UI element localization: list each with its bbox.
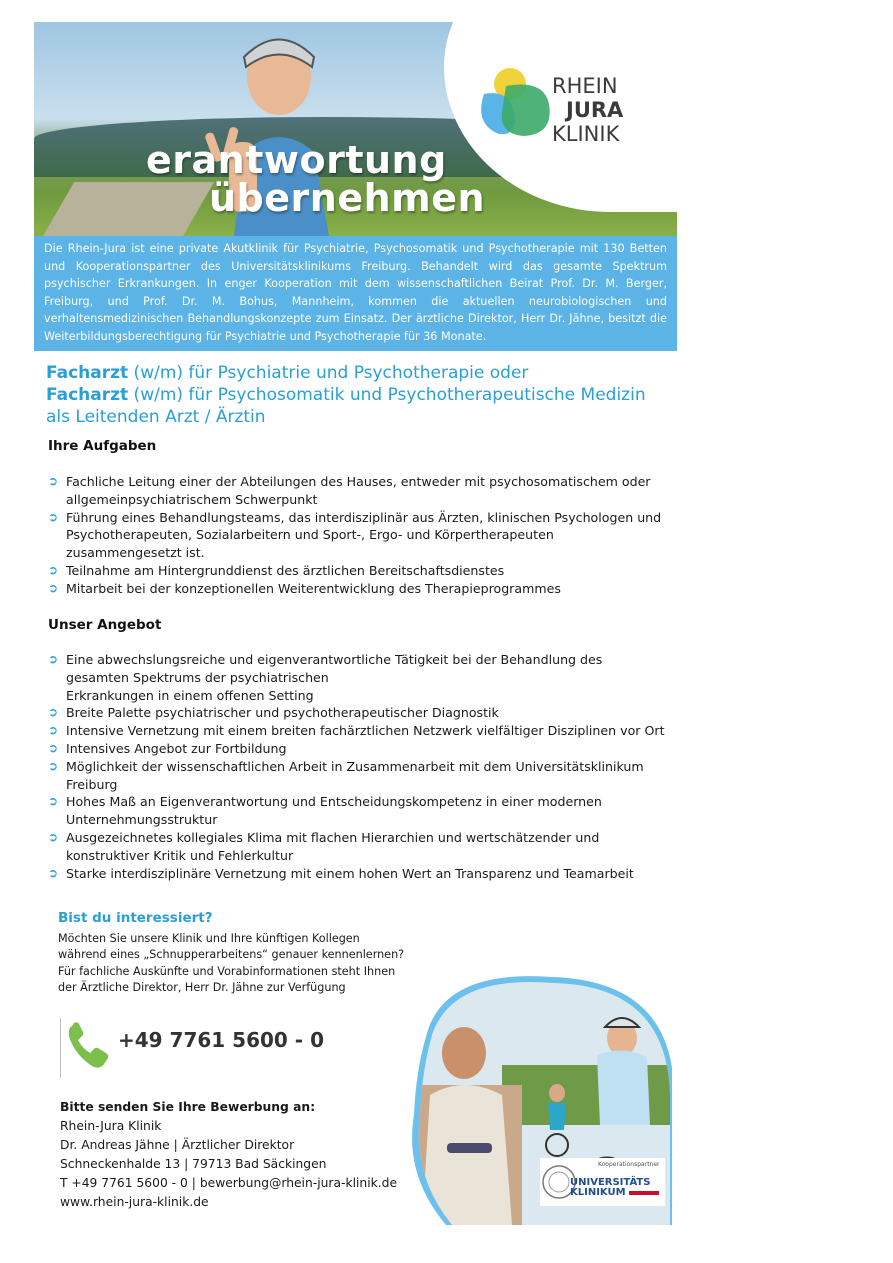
application-contact	[60, 1098, 440, 1212]
apply-title: Bitte senden Sie Ihre Bewerbung an:	[60, 1100, 316, 1114]
arrow-icon: ➲	[48, 509, 59, 524]
tasks-heading: Ihre Aufgaben	[48, 438, 157, 454]
job-title	[46, 362, 686, 428]
job-title-line3: als Leitenden Arzt / Ärztin	[46, 407, 266, 427]
logo-line3: KLINIK	[552, 122, 620, 146]
list-item: ➲ Hohes Maß an Eigenverantwortung und Entscheidungskompetenz in einer modernen Unternehmungsstruktur	[48, 794, 602, 828]
interested-line2: während eines „Schnupperarbeitens“ genauer kennenlernen?	[58, 948, 405, 962]
arrow-icon: ➲	[48, 474, 59, 488]
phone-number[interactable]: +49 7761 5600 - 0	[118, 1028, 324, 1052]
logo-line2: JURA	[566, 98, 624, 122]
arrow-icon: ➲	[48, 580, 59, 595]
logo-line1: RHEIN	[552, 74, 618, 98]
list-item: ➲ Breite Palette psychiatrischer und psychotherapeutischer Diagnostik	[48, 705, 499, 721]
list-item: ➲ Teilnahme am Hintergrunddienst des ärztlichen Bereitschaftsdienstes	[48, 562, 505, 578]
interested-line3: Für fachliche Auskünfte und Vorabinformationen steht Ihnen	[58, 964, 396, 978]
offer-list	[48, 651, 668, 882]
red-bar	[629, 1191, 659, 1195]
interested-text	[58, 931, 428, 996]
apply-website-link[interactable]: www.rhein-jura-klinik.de	[60, 1195, 209, 1209]
arrow-icon: ➲	[48, 652, 59, 666]
apply-line2: Dr. Andreas Jähne | Ärztlicher Direktor	[60, 1138, 295, 1152]
arrow-icon: ➲	[48, 794, 59, 809]
logo-mark-icon	[474, 64, 554, 144]
headline-line1: erantwortung	[146, 138, 447, 182]
tasks-list	[48, 473, 668, 598]
arrow-icon: ➲	[48, 740, 59, 755]
list-item: ➲ Mitarbeit bei der konzeptionellen Weiterentwicklung des Therapieprogrammes	[48, 580, 561, 596]
list-item: ➲ Starke interdisziplinäre Vernetzung mit einem hohen Wert an Transparenz und Teamarbeit	[48, 865, 634, 881]
partner-name-line1: UNIVERSITÄTS	[570, 1177, 651, 1188]
interested-line1: Möchten Sie unsere Klinik und Ihre künftigen Kollegen	[58, 932, 360, 945]
universitaetsklinikum-logo	[540, 1158, 665, 1206]
list-item: ➲ Intensive Vernetzung mit einem breiten fachärztlichen Netzwerk vielfältiger Disziplinen vor Ort	[48, 723, 665, 739]
rhein-jura-klinik-logo	[474, 62, 644, 152]
job-title-line1: (w/m) für Psychiatrie und Psychotherapie oder	[128, 363, 529, 383]
interested-line4: der Ärztliche Direktor, Herr Dr. Jähne zur Verfügung	[58, 980, 346, 994]
arrow-icon: ➲	[48, 758, 59, 773]
arrow-icon: ➲	[48, 705, 59, 720]
arrow-icon: ➲	[48, 723, 59, 738]
list-item: ➲ Eine abwechslungsreiche und eigenverantwortliche Tätigkeit bei der Behandlung des gesamten Spektrums der psychiatrischen	[48, 652, 603, 685]
arrow-icon: ➲	[48, 865, 59, 880]
intro-text: Die Rhein-Jura ist eine private Akutklinik für Psychiatrie, Psychosomatik und Psychotherapie mit 130 Betten und Kooperationspartner des Universitätsklinikums Freiburg. Behandelt wird das gesamte Spektrum psychischer Erkrankungen. In enger Kooperation mit dem wissenschaftlichen Beirat Prof. Dr. M. Berger, Freiburg, und Prof. Dr. M. Bohus, Mannheim, kommen die aktuellen neurobiologischen und verhaltensmedizinischen Behandlungskonzepte zum Einsatz. Der ärztliche Direktor, Herr Dr. Jähne, besitzt die Weiterbildungsberechtigung für Psychiatrie und Psychotherapie für 36 Monate.	[34, 236, 677, 351]
offer-heading: Unser Angebot	[48, 617, 162, 633]
arrow-icon: ➲	[48, 829, 59, 844]
apply-line1: Rhein-Jura Klinik	[60, 1119, 162, 1133]
apply-line4[interactable]: T +49 7761 5600 - 0 | bewerbung@rhein-jura-klinik.de	[60, 1176, 398, 1190]
partner-label: Kooperationspartner	[598, 1161, 660, 1168]
interested-title: Bist du interessiert?	[58, 910, 213, 926]
arrow-icon: ➲	[48, 562, 59, 577]
path	[34, 182, 214, 236]
partner-name-line2: KLINIKUM	[570, 1187, 626, 1198]
list-item: ➲ Ausgezeichnetes kollegiales Klima mit flachen Hierarchien und wertschätzender und konstruktiver Kritik und Fehlerkultur	[48, 829, 600, 863]
job-title-line2-bold: Facharzt	[46, 385, 129, 405]
list-item: ➲ Fachliche Leitung einer der Abteilungen des Hauses, entweder mit psychosomatischem oder allgemeinpsychiatrischem Schwerpunkt	[48, 474, 651, 507]
job-title-line1-bold: Facharzt	[46, 363, 129, 383]
apply-line3: Schneckenhalde 13 | 79713 Bad Säckingen	[60, 1157, 327, 1171]
job-title-line2: (w/m) für Psychosomatik und Psychotherapeutische Medizin	[128, 385, 646, 405]
list-item: ➲ Möglichkeit der wissenschaftlichen Arbeit in Zusammenarbeit mit dem Universitätsklinikum Freiburg	[48, 758, 644, 792]
headline-line2: übernehmen	[209, 176, 486, 220]
list-item: ➲ Führung eines Behandlungsteams, das interdisziplinär aus Ärzten, klinischen Psychologen und Psychotherapeuten, Sozialarbeitern und Sport-, Ergo- und Körpertherapeuten zusammengesetzt ist.	[48, 509, 662, 561]
list-item: ➲ Intensives Angebot zur Fortbildung	[48, 740, 287, 756]
list-item: Erkrankungen in einem offenen Setting	[66, 687, 314, 703]
phone-icon	[66, 1020, 112, 1070]
